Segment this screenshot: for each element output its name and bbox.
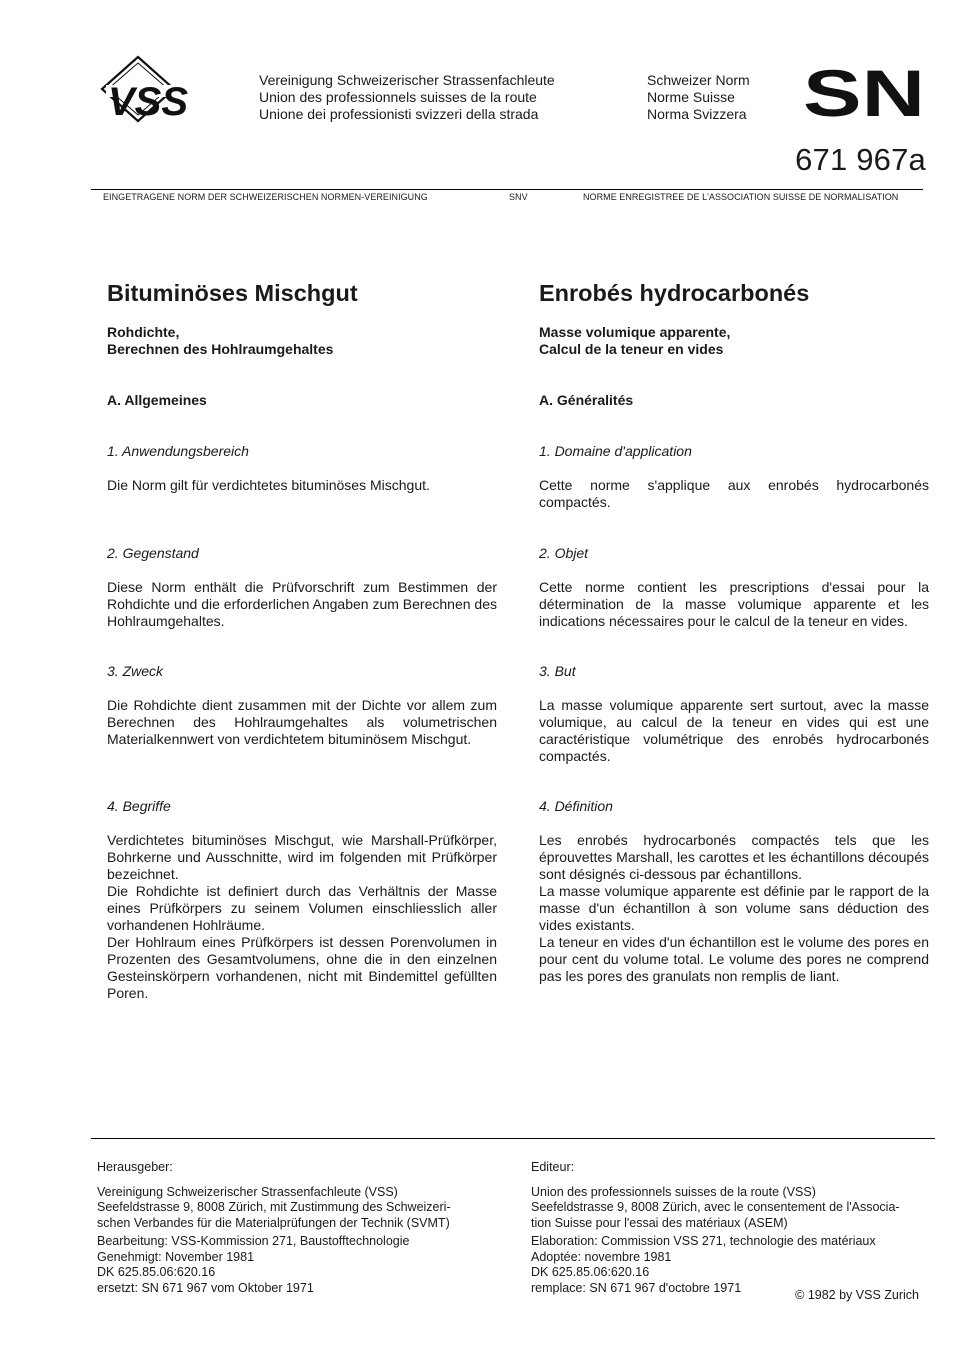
header-rule bbox=[91, 189, 923, 190]
norm-number: 671 967a bbox=[795, 142, 926, 177]
vss-logo bbox=[100, 55, 245, 123]
registration-fr: NORME ENREGISTREE DE L'ASSOCIATION SUISSE DE NORMALISATION bbox=[583, 192, 899, 202]
s4-text-fr bbox=[539, 832, 929, 985]
section-a-heading-de: A. Allgemeines bbox=[107, 392, 207, 408]
s4-heading-fr: 4. Définition bbox=[539, 798, 613, 814]
norm-type-names bbox=[647, 72, 750, 123]
footer-fr-line: Seefeldstrasse 9, 8008 Zürich, avec le consentement de l'Associa- bbox=[531, 1200, 900, 1214]
org-name-de: Vereinigung Schweizerischer Strassenfachleute bbox=[259, 72, 555, 88]
title-de: Bituminöses Mischgut bbox=[107, 280, 358, 306]
subtitle-fr-line-2: Calcul de la teneur en vides bbox=[539, 341, 724, 357]
footer-rule bbox=[91, 1138, 935, 1139]
s4-heading-de: 4. Begriffe bbox=[107, 798, 171, 814]
organization-names bbox=[259, 72, 555, 123]
subtitle-fr-line-1: Masse volumique apparente, bbox=[539, 324, 731, 340]
svg-text:SN: SN bbox=[803, 68, 925, 118]
s3-heading-de: 3. Zweck bbox=[107, 663, 164, 679]
copyright: © 1982 by VSS Zurich bbox=[795, 1288, 919, 1302]
sn-logo bbox=[803, 68, 927, 118]
s2-text-de: Diese Norm enthält die Prüfvorschrift zum Bestimmen der Rohdichte und die erforderlichen Angaben zum Berechnen des Hohlraumgehaltes. bbox=[107, 579, 497, 629]
registration-de: EINGETRAGENE NORM DER SCHWEIZERISCHEN NORMEN-VEREINIGUNG bbox=[103, 192, 428, 202]
footer-fr-line: tion Suisse pour l'essai des matériaux (ASEM) bbox=[531, 1215, 788, 1230]
s2-heading-fr: 2. Objet bbox=[539, 545, 589, 561]
publisher-label-de: Herausgeber: bbox=[97, 1160, 173, 1174]
registration-snv: SNV bbox=[509, 192, 528, 202]
s4-paragraph-3-fr: La teneur en vides d'un échantillon est le volume des pores en pour cent du volume total. Le volume des pores ne comprend pas les pores des granulats non remplis de liant. bbox=[539, 934, 929, 984]
subtitle-de-line-1: Rohdichte, bbox=[107, 324, 180, 340]
s1-text-de: Die Norm gilt für verdichtetes bituminöses Mischgut. bbox=[107, 477, 430, 493]
footer-fr-line: DK 625.85.06:620.16 bbox=[531, 1265, 650, 1279]
s3-heading-fr: 3. But bbox=[539, 663, 576, 679]
s2-text-fr: Cette norme contient les prescriptions d'essai pour la détermination de la masse volumique apparente et les indications nécessaires pour le calcul de la teneur en vides. bbox=[539, 579, 929, 629]
norm-type-it: Norma Svizzera bbox=[647, 106, 747, 122]
footer-fr-line: remplace: SN 671 967 d'octobre 1971 bbox=[531, 1280, 742, 1295]
publisher-label-fr: Editeur: bbox=[531, 1160, 575, 1174]
s3-text-de: Die Rohdichte dient zusammen mit der Dichte vor allem zum Berechnen des Hohlraumgehaltes als volumetrischen Materialkennwert von verdichtetem bituminösem Mischgut. bbox=[107, 697, 497, 747]
footer-de-line: schen Verbandes für die Materialprüfungen der Technik (SVMT) bbox=[97, 1215, 450, 1230]
s1-heading-de: 1. Anwendungsbereich bbox=[107, 443, 249, 459]
s4-paragraph-3-de: Der Hohlraum eines Prüfkörpers ist dessen Porenvolumen in Prozenten des Gesamtvolumens, ohne die in den einzelnen Gesteinskörpern vorhandenen, nicht mit Bindemittel gefüllten Poren. bbox=[107, 934, 497, 1001]
s4-paragraph-1-de: Verdichtetes bituminöses Mischgut, wie Marshall-Prüfkörper, Bohrkerne und Ausschnitte, wird im folgenden mit Prüfkörper bezeichnet. bbox=[107, 832, 497, 882]
footer-de-line: ersetzt: SN 671 967 vom Oktober 1971 bbox=[97, 1280, 314, 1295]
subtitle-de-line-2: Berechnen des Hohlraumgehaltes bbox=[107, 341, 334, 357]
org-name-fr: Union des professionnels suisses de la route bbox=[259, 89, 537, 105]
org-name-it: Unione dei professionisti svizzeri della strada bbox=[259, 106, 539, 122]
norm-type-fr: Norme Suisse bbox=[647, 89, 735, 105]
s1-heading-fr: 1. Domaine d'application bbox=[539, 443, 692, 459]
s2-heading-de: 2. Gegenstand bbox=[107, 545, 199, 561]
s4-text-de bbox=[107, 832, 497, 1002]
footer-de-line: Seefeldstrasse 9, 8008 Zürich, mit Zustimmung des Schweizeri- bbox=[97, 1200, 451, 1214]
footer-fr bbox=[531, 1160, 900, 1296]
footer-de-line: DK 625.85.06:620.16 bbox=[97, 1265, 216, 1279]
footer-de-line: Bearbeitung: VSS-Kommission 271, Baustofftechnologie bbox=[97, 1234, 410, 1248]
norm-type-de: Schweizer Norm bbox=[647, 72, 750, 88]
footer-fr-line: Union des professionnels suisses de la route (VSS) bbox=[531, 1184, 816, 1199]
title-fr: Enrobés hydrocarbonés bbox=[539, 280, 810, 306]
footer-de-line: Genehmigt: November 1981 bbox=[97, 1249, 255, 1264]
section-a-heading-fr: A. Généralités bbox=[539, 392, 634, 408]
s4-paragraph-2-fr: La masse volumique apparente est définie par le rapport de la masse d'un échantillon à son volume sans déduction des vides existants. bbox=[539, 883, 929, 933]
footer-fr-line: Adoptée: novembre 1981 bbox=[531, 1249, 672, 1264]
s3-text-fr: La masse volumique apparente sert surtout, avec la masse volumique, au calcul de la teneur en vides qui est une caractéristique volumétrique des enrobés hydrocarbonés compactés. bbox=[539, 697, 929, 764]
footer-de bbox=[97, 1160, 451, 1296]
subtitle-fr bbox=[539, 324, 929, 358]
footer-fr-line: Elaboration: Commission VSS 271, technologie des matériaux bbox=[531, 1234, 876, 1248]
svg-text:VSS: VSS bbox=[108, 80, 189, 123]
footer-de-line: Vereinigung Schweizerischer Strassenfachleute (VSS) bbox=[97, 1184, 398, 1199]
s4-paragraph-2-de: Die Rohdichte ist definiert durch das Verhältnis der Masse eines Prüfkörpers zu seinem Volumen einschliesslich aller vorhandenen Hohlräume. bbox=[107, 883, 497, 933]
s1-text-fr: Cette norme s'applique aux enrobés hydrocarbonés compactés. bbox=[539, 477, 929, 510]
s4-paragraph-1-fr: Les enrobés hydrocarbonés compactés tels que les éprouvettes Marshall, les carottes et les échantillons découpés sont désignés ci-dessous par échantillons. bbox=[539, 832, 929, 882]
subtitle-de bbox=[107, 324, 497, 358]
